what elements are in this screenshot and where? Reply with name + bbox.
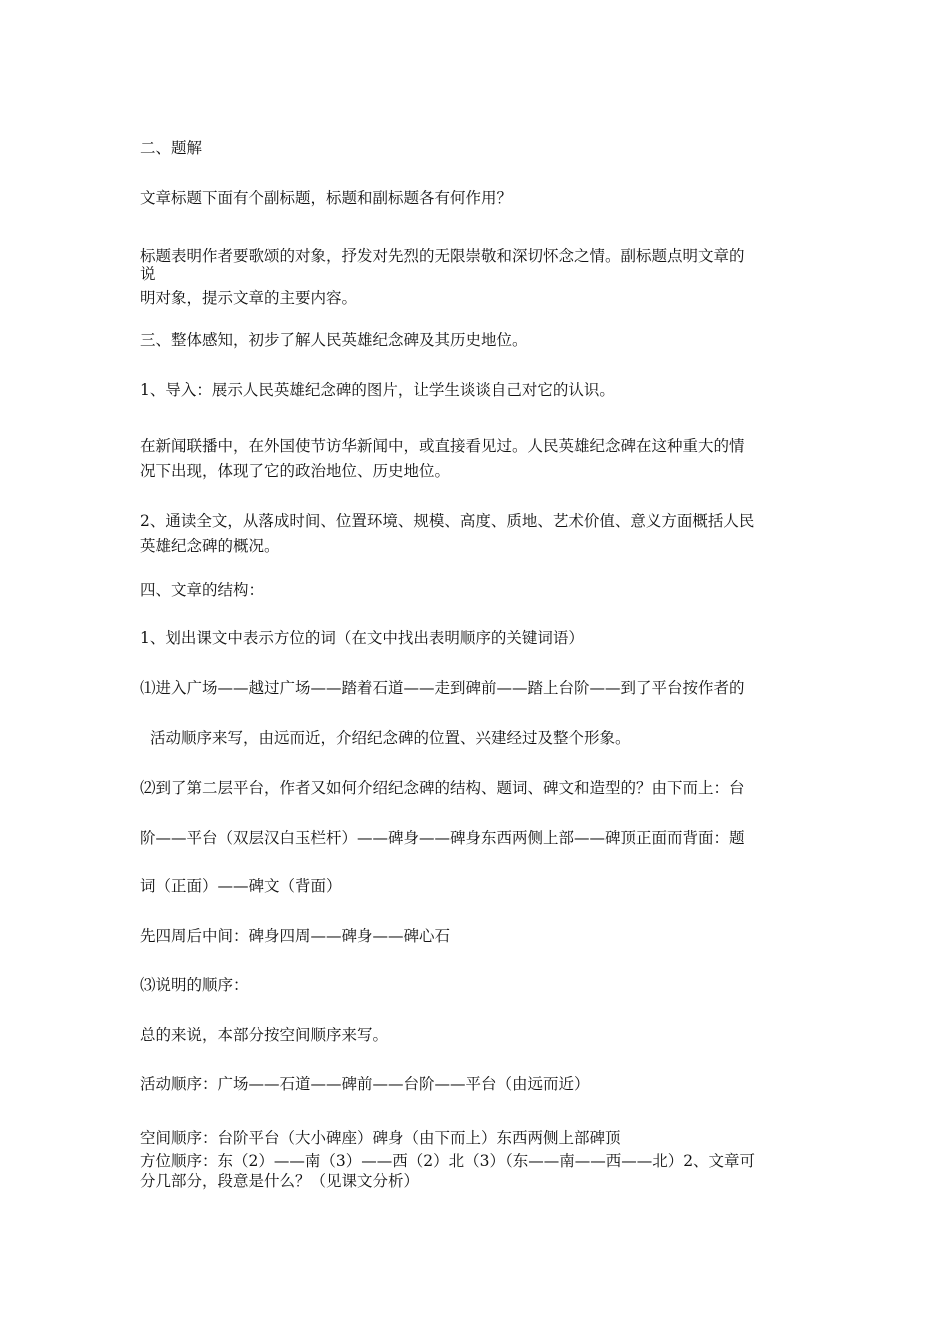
paragraph-line: 活动顺序来写，由远而近，介绍纪念碑的位置、兴建经过及整个形象。 (150, 729, 631, 747)
paragraph-line: 分几部分，段意是什么？（见课文分析） (140, 1172, 420, 1190)
paragraph-line: 先四周后中间：碑身四周——碑身——碑心石 (140, 927, 451, 945)
paragraph-line: 阶——平台（双层汉白玉栏杆）——碑身——碑身东西两侧上部——碑顶正面而背面：题 (140, 829, 745, 847)
paragraph-line: 说 (140, 265, 156, 283)
paragraph-line: 明对象，提示文章的主要内容。 (140, 289, 358, 307)
paragraph-line: 英雄纪念碑的概况。 (140, 537, 280, 555)
paragraph-line: 总的来说，本部分按空间顺序来写。 (140, 1026, 389, 1044)
paragraph-line: 方位顺序：东（2）——南（3）——西（2）北（3）（东——南——西——北）2、文章可 (140, 1152, 756, 1170)
paragraph-line: 文章标题下面有个副标题，标题和副标题各有何作用？ (140, 189, 513, 207)
paragraph-line: 况下出现，体现了它的政治地位、历史地位。 (140, 462, 451, 480)
paragraph-line: 活动顺序：广场——石道——碑前——台阶——平台（由远而近） (140, 1075, 590, 1093)
paragraph-line: 空间顺序：台阶平台（大小碑座）碑身（由下而上）东西两侧上部碑顶 (140, 1129, 621, 1147)
paragraph-line: 1、划出课文中表示方位的词（在文中找出表明顺序的关键词语） (140, 629, 584, 647)
paragraph-line: 在新闻联播中，在外国使节访华新闻中，或直接看见过。人民英雄纪念碑在这种重大的情 (140, 437, 745, 455)
paragraph-line: ⑵到了第二层平台，作者又如何介绍纪念碑的结构、题词、碑文和造型的？由下而上：台 (140, 779, 745, 797)
paragraph-line: 标题表明作者要歌颂的对象，抒发对先烈的无限崇敬和深切怀念之情。副标题点明文章的 (140, 247, 745, 265)
paragraph-line: ⑴进入广场——越过广场——踏着石道——走到碑前——踏上台阶——到了平台按作者的 (140, 679, 745, 697)
paragraph-line: ⑶说明的顺序： (140, 976, 249, 994)
section-heading-4: 四、文章的结构： (140, 581, 265, 599)
paragraph-line: 1、导入：展示人民英雄纪念碑的图片，让学生谈谈自己对它的认识。 (140, 381, 615, 399)
paragraph-line: 2、通读全文，从落成时间、位置环境、规模、高度、质地、艺术价值、意义方面概括人民 (140, 512, 755, 530)
paragraph-line: 词（正面）——碑文（背面） (140, 877, 342, 895)
section-heading-2: 二、题解 (140, 139, 203, 157)
section-heading-3: 三、整体感知，初步了解人民英雄纪念碑及其历史地位。 (140, 331, 528, 349)
